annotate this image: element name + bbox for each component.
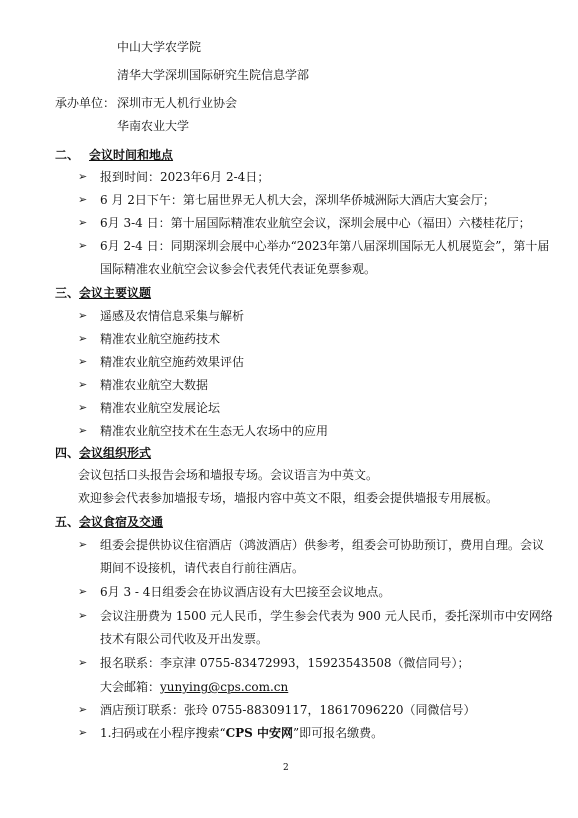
bullet-icon: ➢ xyxy=(78,656,88,669)
bullet-icon: ➢ xyxy=(78,170,88,183)
bullet-icon: ➢ xyxy=(78,216,88,229)
email-label: 大会邮箱： xyxy=(100,680,161,694)
cohost-line-2: 清华大学深圳国际研究生院信息学部 xyxy=(117,68,310,82)
email-link[interactable]: yunying@cps.com.cn xyxy=(160,680,289,694)
section-5-item-4: 报名联系：李京津 0755-83472993，15923543508（微信同号）； xyxy=(100,656,470,670)
cohost-line-1: 中山大学农学院 xyxy=(117,40,202,54)
section-3-item-6: 精准农业航空技术在生态无人农场中的应用 xyxy=(100,424,329,438)
organizer-line-2: 华南农业大学 xyxy=(117,119,190,133)
bullet-icon: ➢ xyxy=(78,424,88,437)
bullet-icon: ➢ xyxy=(78,703,88,716)
email-line xyxy=(100,679,288,695)
section-5-item-6-bold: CPS 中安网 xyxy=(225,726,294,740)
section-2-number: 二、 xyxy=(55,148,80,162)
section-2-item-4-cont: 国际精准农业航空会议参会代表凭代表证免票参观。 xyxy=(100,262,377,276)
section-3-item-5: 精准农业航空发展论坛 xyxy=(100,401,221,415)
bullet-icon: ➢ xyxy=(78,538,88,551)
section-4-heading xyxy=(55,445,151,461)
bullet-icon: ➢ xyxy=(78,378,88,391)
section-2-heading xyxy=(55,147,173,163)
section-3-item-4: 精准农业航空大数据 xyxy=(100,378,209,392)
bullet-icon: ➢ xyxy=(78,726,88,739)
section-5-item-3-cont: 技术有限公司代收及开出发票。 xyxy=(100,632,269,646)
section-3-heading xyxy=(55,285,151,301)
section-5-item-6-post: ”即可报名缴费。 xyxy=(293,726,384,740)
section-5-item-2: 6月 3 - 4日组委会在协议酒店设有大巴接至会议地点。 xyxy=(100,585,391,599)
section-5-item-3: 会议注册费为 1500 元人民币，学生参会代表为 900 元人民币，委托深圳市中安网络 xyxy=(100,609,553,623)
section-5-title: 会议食宿及交通 xyxy=(79,515,164,529)
bullet-icon: ➢ xyxy=(78,355,88,368)
section-5-item-6 xyxy=(100,725,383,741)
bullet-icon: ➢ xyxy=(78,401,88,414)
section-2-item-3: 6月 3-4 日：第十届国际精准农业航空会议，深圳会展中心（福田）六楼桂花厅； xyxy=(100,216,531,230)
section-5-item-5: 酒店预订联系：张玲 0755-88309117，18617096220（同微信号） xyxy=(100,703,476,717)
section-2-item-4: 6月 2-4 日：同期深圳会展中心举办“2023年第八届深圳国际无人机展览会”，第十届 xyxy=(100,239,550,253)
section-4-title: 会议组织形式 xyxy=(79,446,152,460)
section-3-number: 三、 xyxy=(55,286,80,300)
section-5-item-1: 组委会提供协议住宿酒店（鸿波酒店）供参考，组委会可协助预订，费用自理。会议 xyxy=(100,538,545,552)
section-5-item-1-cont: 期间不设接机，请代表自行前往酒店。 xyxy=(100,561,305,575)
section-2-title: 会议时间和地点 xyxy=(89,148,174,162)
section-4-number: 四、 xyxy=(55,446,80,460)
bullet-icon: ➢ xyxy=(78,585,88,598)
page-number: 2 xyxy=(283,763,289,773)
section-2-item-2: 6 月 2日下午：第七届世界无人机大会，深圳华侨城洲际大酒店大宴会厅； xyxy=(100,193,495,207)
organizer-line-1: 深圳市无人机行业协会 xyxy=(117,96,238,110)
bullet-icon: ➢ xyxy=(78,309,88,322)
section-4-paragraph-1: 会议包括口头报告会场和墙报专场。会议语言为中英文。 xyxy=(78,468,379,482)
section-2-item-1: 报到时间：2023年6月 2-4日； xyxy=(100,170,270,184)
section-5-number: 五、 xyxy=(55,515,80,529)
bullet-icon: ➢ xyxy=(78,193,88,206)
bullet-icon: ➢ xyxy=(78,239,88,252)
section-3-item-1: 遥感及农情信息采集与解析 xyxy=(100,309,245,323)
bullet-icon: ➢ xyxy=(78,332,88,345)
section-3-item-3: 精准农业航空施药效果评估 xyxy=(100,355,245,369)
bullet-icon: ➢ xyxy=(78,609,88,622)
section-3-title: 会议主要议题 xyxy=(79,286,152,300)
section-5-heading xyxy=(55,514,163,530)
section-4-paragraph-2: 欢迎参会代表参加墙报专场，墙报内容中英文不限，组委会提供墙报专用展板。 xyxy=(78,491,499,505)
section-5-item-6-pre: 1.扫码或在小程序搜索“ xyxy=(100,726,226,740)
section-3-item-2: 精准农业航空施药技术 xyxy=(100,332,221,346)
organizer-label: 承办单位： xyxy=(55,96,116,110)
